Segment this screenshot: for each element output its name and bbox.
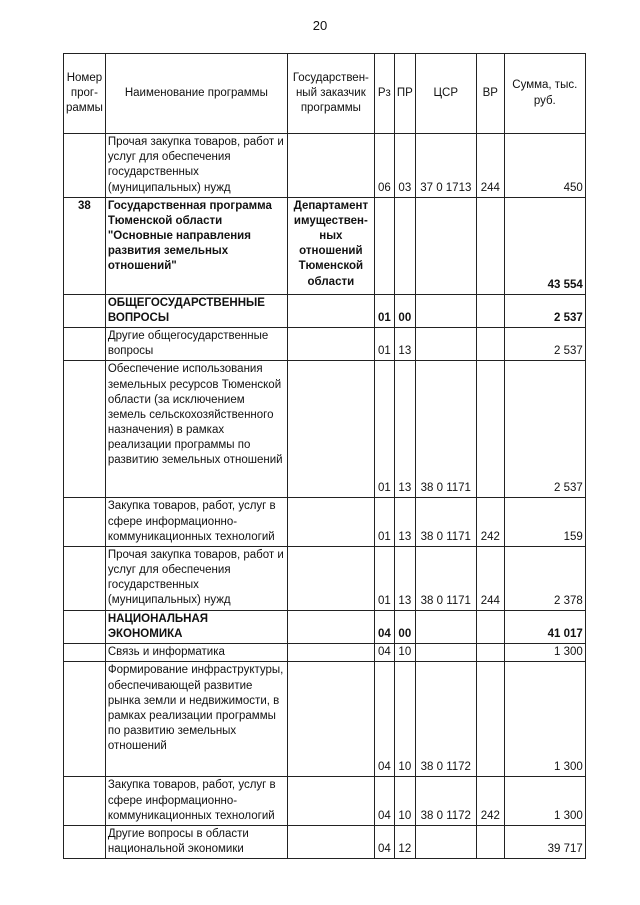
table-row — [64, 361, 586, 498]
vr-cell — [476, 825, 504, 858]
program-number-cell — [64, 610, 106, 643]
csr-cell — [415, 328, 476, 361]
sum-cell: 2 537 — [504, 328, 585, 361]
customer-cell — [287, 662, 374, 777]
rz-cell: 01 — [374, 328, 394, 361]
header-program-name: Наименование программы — [105, 54, 287, 134]
table-row — [64, 825, 586, 858]
sum-cell: 1 300 — [504, 777, 585, 826]
vr-cell: 244 — [476, 546, 504, 610]
customer-cell — [287, 361, 374, 498]
program-name-cell: Прочая закупка товаров, работ и услуг для обеспечения государственных (муниципальных) нужд — [105, 546, 287, 610]
rz-cell: 06 — [374, 134, 394, 198]
pr-cell: 00 — [394, 610, 415, 643]
customer-cell — [287, 777, 374, 826]
vr-cell — [476, 662, 504, 777]
rz-cell: 01 — [374, 546, 394, 610]
sum-cell: 1 300 — [504, 662, 585, 777]
pr-cell — [394, 197, 415, 294]
program-number-cell — [64, 498, 106, 547]
program-number-cell: 38 — [64, 197, 106, 294]
program-name-cell: Другие вопросы в области национальной экономики — [105, 825, 287, 858]
pr-cell: 10 — [394, 662, 415, 777]
program-name-cell: Закупка товаров, работ, услуг в сфере информационно- коммуникационных технологий — [105, 777, 287, 826]
sum-cell: 159 — [504, 498, 585, 547]
table-row — [64, 294, 586, 327]
customer-cell: Департамент имуществен- ных отношений Тюменской области — [287, 197, 374, 294]
program-number-cell — [64, 361, 106, 498]
rz-cell: 04 — [374, 825, 394, 858]
table-row — [64, 328, 586, 361]
csr-cell — [415, 294, 476, 327]
csr-cell: 37 0 1713 — [415, 134, 476, 198]
csr-cell: 38 0 1171 — [415, 546, 476, 610]
vr-cell — [476, 197, 504, 294]
rz-cell: 04 — [374, 662, 394, 777]
rz-cell: 04 — [374, 610, 394, 643]
program-name-cell: Связь и информатика — [105, 644, 287, 662]
program-name-cell: Формирование инфраструктуры, обеспечивающей развитие рынка земли и недвижимости, в рамках реализации программы по развитию земельных отношений — [105, 662, 287, 777]
program-number-cell — [64, 328, 106, 361]
vr-cell: 242 — [476, 498, 504, 547]
table-row — [64, 662, 586, 777]
program-number-cell — [64, 294, 106, 327]
pr-cell: 10 — [394, 644, 415, 662]
program-number-cell — [64, 644, 106, 662]
header-sum: Сумма, тыс. руб. — [504, 54, 585, 134]
header-csr: ЦСР — [415, 54, 476, 134]
program-number-cell — [64, 546, 106, 610]
rz-cell — [374, 197, 394, 294]
sum-cell: 2 378 — [504, 546, 585, 610]
vr-cell: 242 — [476, 777, 504, 826]
pr-cell: 13 — [394, 546, 415, 610]
pr-cell: 12 — [394, 825, 415, 858]
rz-cell: 01 — [374, 294, 394, 327]
csr-cell — [415, 644, 476, 662]
table-row — [64, 777, 586, 826]
customer-cell — [287, 498, 374, 547]
header-vr: ВР — [476, 54, 504, 134]
sum-cell: 39 717 — [504, 825, 585, 858]
vr-cell — [476, 361, 504, 498]
csr-cell — [415, 825, 476, 858]
vr-cell — [476, 644, 504, 662]
table-row — [64, 644, 586, 662]
csr-cell — [415, 610, 476, 643]
table-header-row — [64, 54, 586, 134]
vr-cell — [476, 328, 504, 361]
header-pr: ПР — [394, 54, 415, 134]
customer-cell — [287, 610, 374, 643]
program-name-cell: Прочая закупка товаров, работ и услуг для обеспечения государственных (муниципальных) нужд — [105, 134, 287, 198]
customer-cell — [287, 134, 374, 198]
rz-cell: 01 — [374, 361, 394, 498]
rz-cell: 04 — [374, 777, 394, 826]
program-name-cell: ОБЩЕГОСУДАРСТВЕННЫЕ ВОПРОСЫ — [105, 294, 287, 327]
sum-cell: 43 554 — [504, 197, 585, 294]
pr-cell: 13 — [394, 328, 415, 361]
table-row — [64, 610, 586, 643]
csr-cell: 38 0 1171 — [415, 498, 476, 547]
csr-cell: 38 0 1171 — [415, 361, 476, 498]
pr-cell: 00 — [394, 294, 415, 327]
table-row — [64, 498, 586, 547]
vr-cell: 244 — [476, 134, 504, 198]
sum-cell: 2 537 — [504, 361, 585, 498]
sum-cell: 41 017 — [504, 610, 585, 643]
table-row — [64, 134, 586, 198]
sum-cell: 1 300 — [504, 644, 585, 662]
csr-cell — [415, 197, 476, 294]
program-number-cell — [64, 662, 106, 777]
customer-cell — [287, 546, 374, 610]
vr-cell — [476, 294, 504, 327]
customer-cell — [287, 825, 374, 858]
header-program-number: Номер прог- раммы — [64, 54, 106, 134]
program-name-cell: Государственная программа Тюменской области "Основные направления развития земельных отношений" — [105, 197, 287, 294]
program-number-cell — [64, 777, 106, 826]
program-number-cell — [64, 134, 106, 198]
table-row — [64, 546, 586, 610]
csr-cell: 38 0 1172 — [415, 662, 476, 777]
pr-cell: 03 — [394, 134, 415, 198]
sum-cell: 2 537 — [504, 294, 585, 327]
pr-cell: 10 — [394, 777, 415, 826]
csr-cell: 38 0 1172 — [415, 777, 476, 826]
pr-cell: 13 — [394, 361, 415, 498]
budget-table — [63, 53, 586, 859]
rz-cell: 04 — [374, 644, 394, 662]
program-name-cell: Обеспечение использования земельных ресурсов Тюменской области (за исключением земель сельскохозяйственного назначения) в рамках реализации программы по развитию земельных отношений — [105, 361, 287, 498]
program-name-cell: НАЦИОНАЛЬНАЯ ЭКОНОМИКА — [105, 610, 287, 643]
pr-cell: 13 — [394, 498, 415, 547]
customer-cell — [287, 328, 374, 361]
customer-cell — [287, 644, 374, 662]
header-customer: Государствен- ный заказчик программы — [287, 54, 374, 134]
program-name-cell: Другие общегосударственные вопросы — [105, 328, 287, 361]
page-number: 20 — [312, 18, 328, 33]
sum-cell: 450 — [504, 134, 585, 198]
program-number-cell — [64, 825, 106, 858]
customer-cell — [287, 294, 374, 327]
header-rz: Рз — [374, 54, 394, 134]
program-name-cell: Закупка товаров, работ, услуг в сфере информационно- коммуникационных технологий — [105, 498, 287, 547]
table-row — [64, 197, 586, 294]
vr-cell — [476, 610, 504, 643]
rz-cell: 01 — [374, 498, 394, 547]
